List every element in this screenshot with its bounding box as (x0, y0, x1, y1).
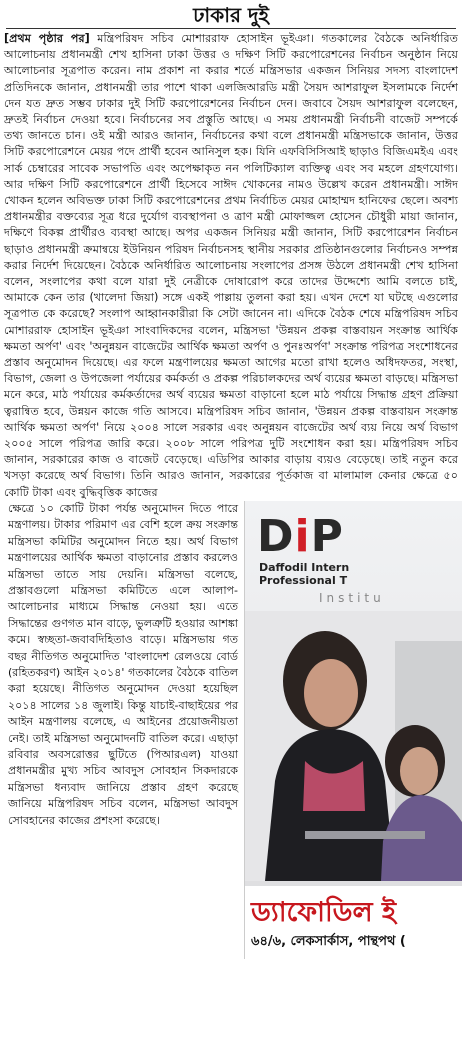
ad-address: ৬৪/৬, লেকসার্কাস, পান্থপথ ( (251, 933, 406, 949)
article-body-main-text: মন্ত্রিপরিষদ সচিব মোশাররাফ হোসাইন ভূইঞা। গতকালের বৈঠকে অনির্ধারিত আলোচনায় প্রধানমন্ত্রী শেখ হাসিনা ঢাকা উত্তর ও দক্ষিণ সিটি করপোরেশনের নির্বাচন অনুষ্ঠান নিয়ে আলোচনার সূত্রপাত করেন। নাম প্রকাশ না করার শর্তে মন্ত্রিসভার একজন সিনিয়র সদস্য বাংলাদেশ প্রতিদিনকে জানান, প্রধানমন্ত্রী তার পাশে থাকা এলজিআরডি মন্ত্রী সৈয়দ আশরাফুল ইসলামকে নির্দেশ দেন যত দ্রুত সম্ভব ঢাকার দুই সিটি করপোরেশনের নির্বাচন দেন। জবাবে সৈয়দ আশরাফুল বলেছেন, দ্রুতই নির্বাচন দেওয়া হবে। নির্বাচনের সব প্রস্তুতি আছে। এ সময় প্রধানমন্ত্রী নির্বাচনী বাজেট সম্পর্কে তথ্য জানতে চান। ওই মন্ত্রী আরও জানান, নির্বাচনের কথা বলে প্রধানমন্ত্রী মন্ত্রিসভাকে জানান, উত্তর সিটি করপোরেশনে মেয়র পদে প্রার্থী হবেন আনিসুল হক। যিনি এফবিসিসিআই ছাড়াও বিজিএমইএ এবং সার্ক চেম্বারের সাবেক সভাপতি এবং অপেক্ষাকৃত নন পলিটিক্যাল ব্যক্তিত্ব এবং সব মহলে গ্রহণযোগ্য। আর দক্ষিণ সিটি করপোরেশনে প্রার্থী হিসেবে সাঈদ খোকনের নামও উল্লেখ করেন প্রধানমন্ত্রী। সাঈদ খোকন হলেন অবিভক্ত ঢাকা সিটি করপোরেশনের প্রথম নির্বাচিত মেয়র মোহাম্মদ হানিফের ছেলে। অবশ্য প্রধানমন্ত্রীর বক্তব্যের সূত্র ধরে দুর্যোগ ব্যবস্থাপনা ও ত্রাণ মন্ত্রী মোফাজ্জল হোসেন চৌধুরী মায়া জানান, দক্ষিণে বিকল্প প্রার্থীরও ব্যবস্থা আছে। অপর একজন সিনিয়র মন্ত্রী জানান, সিটি করপোরেশন নির্বাচন ছাড়াও প্রধানমন্ত্রী ক্রমান্বয়ে ইউনিয়ন পরিষদ নির্বাচনসহ স্থানীয় সরকার প্রতিষ্ঠানগুলোর নির্বাচনও সম্পন্ন করার নির্দেশ দিয়েছেন। বৈঠকে অনির্ধারিত আলোচনায় সংলাপের প্রসঙ্গ উঠলে প্রধানমন্ত্রী শেখ হাসিনা বলেন, সংলাপের কথা বলে যারা দুই নেত্রীকে দোষারোপ করে তাদের উদ্দেশ্যে আমি বলতে চাই, আমাকে কেন তার (খালেদা জিয়া) সঙ্গে একই পাল্লায় তুলনা করা হয়। এখন দেশে যা ঘটছে এগুলোর সূত্রপাত কে করেছে? সংলাপ আহ্বানকারীরা কি সেটা জানেন না। এদিকে বৈঠক শেষে মন্ত্রিপরিষদ সচিব মোশাররাফ হোসাইন ভূইঞা সাংবাদিকদের বলেন, মন্ত্রিসভা 'উন্নয়ন প্রকল্প বাস্তবায়ন সংক্রান্ত আর্থিক ক্ষমতা অর্পণ' এবং 'অনুন্নয়ন বাজেটের আর্থিক ক্ষমতা অর্পণ ও পুনঃঅর্পণ' সংক্রান্ত পরিপত্র সংশোধনের প্রস্তাব অনুমোদন দিয়েছে। এর ফলে মন্ত্রণালয়ের ক্ষমতা আগের মতো রাখা হলেও অধিদফতর, সংস্থা, বিভাগ, জেলা ও উপজেলা পর্যায়ের কর্মকর্তা ও প্রকল্প পরিচালকদের অর্থ ব্যয়ের ক্ষমতা বাড়ছে। মন্ত্রিসভা মনে করে, মাঠ পর্যায়ের কর্মকর্তাদের অর্থ ব্যয়ের ক্ষমতা বাড়ানো হলে মাঠ পর্যায়ে সিদ্ধান্ত গ্রহণ প্রক্রিয়া ত্বরান্বিত হবে, উন্নয়ন কাজে গতি আসবে। মন্ত্রিপরিষদ সচিব জানান, 'উন্নয়ন প্রকল্প বাস্তবায়ন সংক্রান্ত আর্থিক ক্ষমতা অর্পণ' নিয়ে ২০০৪ সালে সরকার এবং অনুন্নয়ন বাজেটের অর্থ ব্যয় নিয়ে অর্থ বিভাগ ২০০৫ সালে পরিপত্র জারি করে। ২০০৮ সালে পরিপত্র দুটি সংশোধন করা হয়। মন্ত্রিপরিষদ সচিব জানান, সরকারের কাজ ও বাজেট বেড়েছে। এডিপির আকার বাড়ায় ব্যয়ও বেড়েছে। তাই নতুন করে খসড়া করেছে অর্থ বিভাগ। তিনি আরও জানান, সরকারের পূর্তকাজ বা মালামাল কেনার ক্ষেত্রে ৫০ কোটি টাকা এবং বুদ্ধিবৃত্তিক কাজের (4, 32, 458, 499)
article-headline: ঢাকার দুই (193, 3, 269, 27)
continuation-kicker: [প্রথম পৃষ্ঠার পর] (4, 32, 90, 45)
ad-institute-name-line2: Professional T (259, 573, 348, 587)
ad-banner (245, 886, 462, 959)
logo-letter-i: i (294, 510, 311, 562)
logo-letter-d: D (257, 510, 295, 562)
article-left-column (8, 501, 238, 829)
ad-institute-name-line1: Daffodil Intern (259, 560, 350, 574)
article-lower-section (4, 501, 458, 961)
logo-letter-p: P (310, 510, 344, 562)
ad-photo-students (245, 611, 462, 881)
newspaper-page (0, 2, 462, 1046)
dip-logo (257, 510, 462, 605)
article-body-main (4, 31, 458, 501)
headline-rule (6, 28, 456, 29)
daffodil-advertisement (244, 501, 462, 959)
dip-logo-letters (257, 511, 462, 562)
article-body-left: ক্ষেত্রে ১০ কোটি টাকা পর্যন্ত অনুমোদন দিতে পারে মন্ত্রণালয়। টাকার পরিমাণ এর বেশি হলে ক্রয় সংক্রান্ত মন্ত্রিসভা কমিটির অনুমোদন নিতে হয়। অর্থ বিভাগ মন্ত্রণালয়ের আর্থিক ক্ষমতা বাড়ানোর প্রস্তাব করলেও মন্ত্রিসভা তাতে সায় দেয়নি। মন্ত্রিসভা বলেছে, প্রস্তাবগুলো মন্ত্রিসভা কমিটিতে এলে আলাপ-আলোচনার মাধ্যমে সিদ্ধান্ত নেওয়া হয়। এতে সিদ্ধান্তের গুণগত মান বাড়ে, ভুলত্রুটি হওয়ার আশঙ্কা কমে। স্বচ্ছতা-জবাবদিহিতাও বাড়ে। মন্ত্রিসভায় গত বছর নীতিগত অনুমোদিত 'বাংলাদেশ রেলওয়ে বোর্ড (রহিতকরণ) আইন ২০১৪' গতকালের বৈঠকে বাতিল করা হয়েছে। নীতিগত অনুমোদন দেওয়া হয়েছিল ২০১৪ সালের ১৪ জুলাই। কিন্তু যাচাই-বাছাইয়ের পর আইন মন্ত্রণালয় বলেছে, এ আইনের প্রয়োজনীয়তা নেই। তাই মন্ত্রিসভা অনুমোদনটি বাতিল করে। এছাড়া রবিবার অবসরোত্তর ছুটিতে (পিআরএল) যাওয়া প্রধানমন্ত্রীর মুখ্য সচিব আবদুস সোবহান সিকদারকে মন্ত্রিসভা ধন্যবাদ জানিয়ে প্রস্তাব গ্রহণ করেছে জানিয়ে মন্ত্রিপরিষদ সচিব বলেন, মন্ত্রিসভা আবদুস সোবহানের কাজের প্রশংসা করেছে। (8, 501, 238, 827)
ad-brand-name: ড্যাফোডিল ই (251, 896, 397, 928)
ad-institute-name-line3: Institu (319, 590, 385, 605)
